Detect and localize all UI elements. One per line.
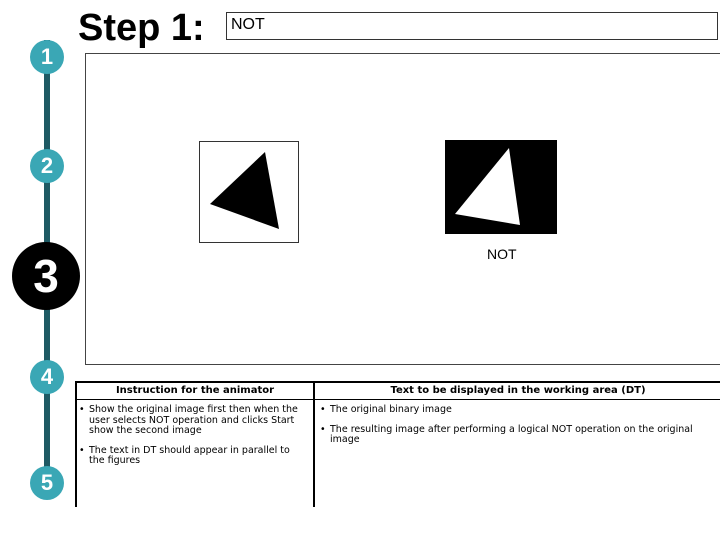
page-title: Step 1: bbox=[78, 7, 205, 49]
step-2-button[interactable] bbox=[30, 149, 64, 183]
step-3-button[interactable] bbox=[12, 242, 80, 310]
list-item: • The resulting image after performing a logical NOT operation on the original image bbox=[320, 425, 700, 446]
step-3-label: 3 bbox=[33, 250, 59, 302]
header-divider bbox=[75, 399, 720, 400]
not-result-image bbox=[445, 140, 557, 234]
step-5-button[interactable] bbox=[30, 466, 64, 500]
operation-label-box bbox=[226, 12, 718, 40]
animator-instructions bbox=[79, 405, 307, 476]
display-text-header: Text to be displayed in the working area (DT) bbox=[390, 385, 646, 396]
step-4-label: 4 bbox=[40, 364, 54, 389]
list-item: • The text in DT should appear in parallel to the figures bbox=[79, 446, 307, 467]
operation-label: NOT bbox=[231, 16, 265, 33]
animator-header: Instruction for the animator bbox=[115, 385, 275, 396]
black-triangle-icon bbox=[200, 142, 298, 242]
original-image bbox=[199, 141, 299, 243]
result-caption: NOT bbox=[487, 246, 517, 262]
working-area bbox=[85, 53, 720, 365]
display-text-list bbox=[320, 405, 700, 455]
step-1-label: 1 bbox=[40, 44, 54, 69]
step-2-label: 2 bbox=[40, 153, 54, 178]
white-triangle-icon bbox=[445, 140, 557, 234]
step-5-label: 5 bbox=[40, 470, 54, 495]
step-1-button[interactable] bbox=[30, 40, 64, 74]
list-item: • Show the original image first then when the user selects NOT operation and clicks Start show the second image bbox=[79, 405, 307, 437]
list-item: • The original binary image bbox=[320, 405, 700, 416]
step-4-button[interactable] bbox=[30, 360, 64, 394]
